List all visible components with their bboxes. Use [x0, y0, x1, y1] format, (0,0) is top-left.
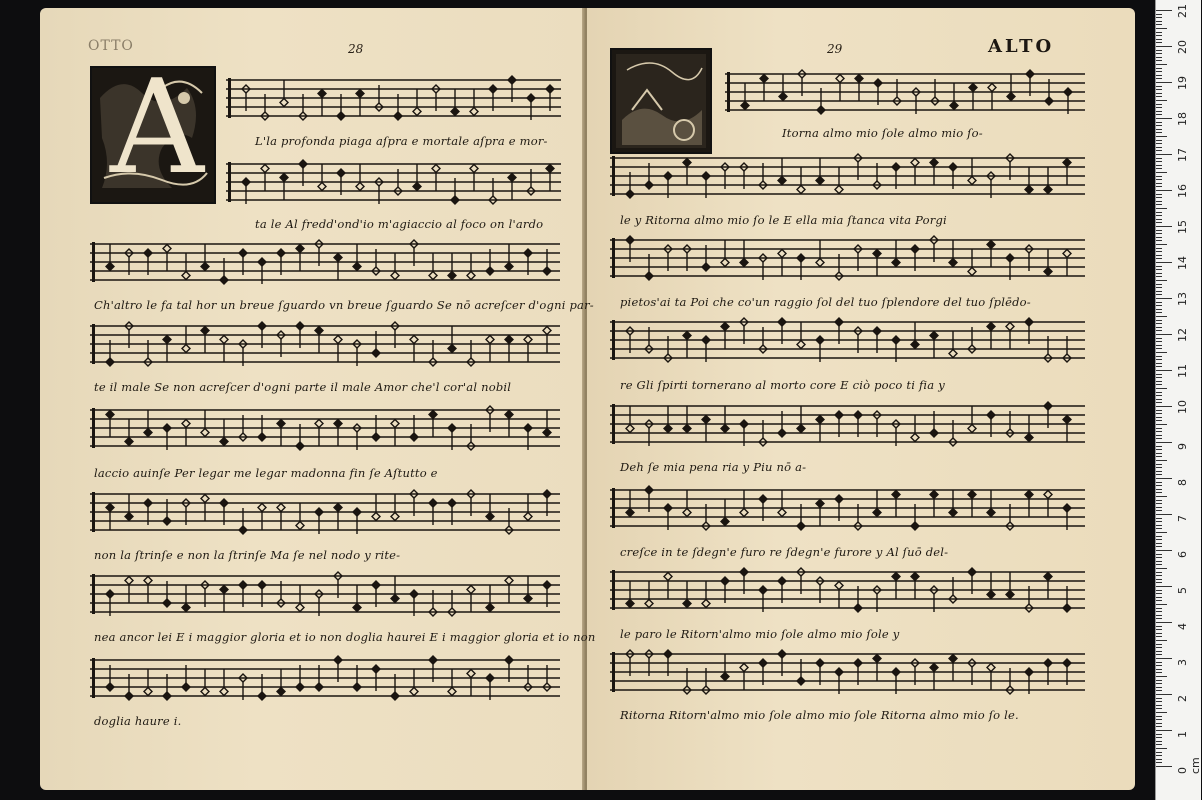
left-page-number: 28: [348, 42, 364, 56]
ruler-tick: [1156, 442, 1172, 443]
ruler-tick: [1156, 64, 1167, 65]
voice-part-title: ALTO: [988, 36, 1055, 57]
ruler-tick: [1156, 557, 1162, 558]
ruler-label: 5: [1176, 587, 1189, 594]
left-lyric-line-6: non la ſtrinſe e non la ſtrinſe Ma ſe nel nodo y rite-: [94, 548, 401, 562]
ruler-label: 0 cm: [1176, 757, 1202, 774]
ruler-tick: [1156, 521, 1162, 522]
ruler-tick: [1156, 78, 1162, 79]
ruler-tick: [1156, 32, 1162, 33]
ruler-tick: [1156, 233, 1162, 234]
ruler-tick: [1156, 248, 1162, 249]
ruler-tick: [1156, 719, 1162, 720]
ruler-tick: [1156, 204, 1162, 205]
ruler-tick: [1156, 622, 1172, 623]
ruler-tick: [1156, 730, 1172, 731]
right-lyric-line-5: Deh ſe mia pena ria y Piu nō a-: [620, 460, 807, 474]
ruler-label: 7: [1176, 515, 1189, 522]
ruler-tick: [1156, 737, 1162, 738]
ruler-tick: [1156, 330, 1162, 331]
ruler-tick: [1156, 424, 1167, 425]
ruler-tick: [1156, 636, 1162, 637]
ruler-tick: [1156, 500, 1162, 501]
ruler-tick: [1156, 140, 1162, 141]
left-staff-8: [90, 652, 560, 706]
ruler-tick: [1156, 694, 1172, 695]
ruler-tick: [1156, 456, 1162, 457]
ruler-tick: [1156, 460, 1167, 461]
ruler-tick: [1156, 345, 1162, 346]
ruler-tick: [1156, 107, 1162, 108]
ruler-tick: [1156, 726, 1162, 727]
ruler-label: 16: [1176, 184, 1189, 198]
right-page-number: 29: [827, 42, 843, 56]
right-staff-2: [610, 150, 1085, 204]
ruler-tick: [1156, 312, 1162, 313]
ruler-label: 10: [1176, 400, 1189, 414]
ruler-tick: [1156, 705, 1162, 706]
ruler-tick: [1156, 21, 1162, 22]
ruler-tick: [1156, 266, 1162, 267]
right-staff-8: [610, 646, 1085, 700]
measuring-ruler: [1155, 0, 1201, 800]
left-staff-3: [90, 236, 560, 290]
left-staff-7: [90, 568, 560, 622]
ruler-tick: [1156, 618, 1162, 619]
ruler-tick: [1156, 125, 1162, 126]
ruler-tick: [1156, 716, 1162, 717]
ruler-tick: [1156, 399, 1162, 400]
ruler-label: 11: [1176, 364, 1189, 378]
ruler-tick: [1156, 183, 1162, 184]
ruler-tick: [1156, 172, 1167, 173]
ruler-tick: [1156, 201, 1162, 202]
ruler-tick: [1156, 640, 1167, 641]
ruler-tick: [1156, 600, 1162, 601]
ruler-tick: [1156, 176, 1162, 177]
ruler-tick: [1156, 327, 1162, 328]
ruler-tick: [1156, 464, 1162, 465]
initial-letter: A: [110, 51, 204, 203]
left-lyric-line-4: te il male Se non acreſcer d'ogni parte il male Amor che'l cor'al nobil: [94, 380, 512, 394]
ruler-tick: [1156, 377, 1162, 378]
ruler-tick: [1156, 672, 1162, 673]
ruler-tick: [1156, 654, 1162, 655]
ruler-label: 12: [1176, 328, 1189, 342]
ruler-tick: [1156, 662, 1162, 663]
ruler-tick: [1156, 615, 1162, 616]
ruler-tick: [1156, 507, 1162, 508]
right-staff-1: [725, 66, 1085, 120]
woodcut-illustration: [610, 48, 712, 154]
ruler-tick: [1156, 118, 1172, 119]
ruler-tick: [1156, 150, 1162, 151]
ruler-tick: [1156, 10, 1172, 11]
ruler-tick: [1156, 644, 1162, 645]
left-staff-2: [226, 156, 561, 210]
ruler-tick: [1156, 525, 1162, 526]
ruler-tick: [1156, 449, 1162, 450]
ruler-tick: [1156, 273, 1162, 274]
ruler-tick: [1156, 215, 1162, 216]
ruler-tick: [1156, 536, 1162, 537]
ruler-tick: [1156, 60, 1162, 61]
ruler-tick: [1156, 50, 1162, 51]
ruler-tick: [1156, 284, 1162, 285]
ruler-tick: [1156, 136, 1167, 137]
ruler-tick: [1156, 316, 1167, 317]
ruler-tick: [1156, 129, 1162, 130]
ruler-label: 13: [1176, 292, 1189, 306]
ruler-tick: [1156, 75, 1162, 76]
ruler-tick: [1156, 147, 1162, 148]
ruler-tick: [1156, 474, 1162, 475]
ruler-tick: [1156, 222, 1162, 223]
ruler-tick: [1156, 359, 1162, 360]
ruler-label: 3: [1176, 659, 1189, 666]
ruler-tick: [1156, 104, 1162, 105]
ruler-tick: [1156, 651, 1162, 652]
ruler-tick: [1156, 294, 1162, 295]
ruler-tick: [1156, 629, 1162, 630]
ruler-tick: [1156, 712, 1167, 713]
ruler-tick: [1156, 755, 1162, 756]
ruler-tick: [1156, 431, 1162, 432]
ruler-tick: [1156, 82, 1172, 83]
ruler-tick: [1156, 320, 1162, 321]
ruler-tick: [1156, 611, 1162, 612]
ruler-label: 8: [1176, 479, 1189, 486]
ruler-tick: [1156, 197, 1162, 198]
ruler-label: 1: [1176, 731, 1189, 738]
ruler-tick: [1156, 244, 1167, 245]
ruler-label: 15: [1176, 220, 1189, 234]
ruler-tick: [1156, 298, 1172, 299]
open-book: [30, 8, 1148, 790]
ruler-tick: [1156, 280, 1167, 281]
right-staff-4: [610, 314, 1085, 368]
ruler-tick: [1156, 388, 1167, 389]
ruler-tick: [1156, 190, 1172, 191]
ruler-tick: [1156, 708, 1162, 709]
ruler-tick: [1156, 690, 1162, 691]
ruler-tick: [1156, 14, 1162, 15]
left-running-header: OTTO: [88, 38, 134, 54]
ruler-tick: [1156, 597, 1162, 598]
ruler-tick: [1156, 384, 1162, 385]
ruler-tick: [1156, 554, 1162, 555]
ruler-tick: [1156, 374, 1162, 375]
ruler-tick: [1156, 406, 1172, 407]
ruler-tick: [1156, 417, 1162, 418]
ruler-tick: [1156, 572, 1162, 573]
ruler-tick: [1156, 363, 1162, 364]
ruler-tick: [1156, 240, 1162, 241]
right-lyric-line-8: Ritorna Ritorn'almo mio ſole almo mio ſole Ritorna almo mio ſo le.: [620, 708, 1019, 722]
ruler-tick: [1156, 626, 1162, 627]
ruler-tick: [1156, 518, 1162, 519]
left-staff-4: [90, 318, 560, 372]
right-staff-3: [610, 232, 1085, 286]
ruler-tick: [1156, 478, 1172, 479]
ruler-tick: [1156, 582, 1162, 583]
ruler-tick: [1156, 579, 1162, 580]
ruler-tick: [1156, 687, 1162, 688]
ruler-tick: [1156, 410, 1162, 411]
ruler-tick: [1156, 132, 1162, 133]
ruler-tick: [1156, 352, 1167, 353]
ruler-tick: [1156, 467, 1162, 468]
ruler-label: 4: [1176, 623, 1189, 630]
ruler-tick: [1156, 496, 1167, 497]
ruler-tick: [1156, 420, 1162, 421]
ruler-tick: [1156, 546, 1162, 547]
left-staff-1: [226, 72, 561, 126]
ruler-tick: [1156, 539, 1162, 540]
ruler-tick: [1156, 590, 1162, 591]
ruler-tick: [1156, 341, 1162, 342]
right-staff-7: [610, 564, 1085, 618]
ruler-tick: [1156, 482, 1162, 483]
ruler-tick: [1156, 68, 1162, 69]
ruler-tick: [1156, 528, 1162, 529]
decorated-initial: [90, 51, 216, 204]
ruler-tick: [1156, 446, 1162, 447]
ruler-tick: [1156, 258, 1162, 259]
left-lyric-line-7: nea ancor lei E i maggior gloria et io non doglia haurei E i maggior gloria et io non: [94, 630, 596, 644]
left-staff-6: [90, 486, 560, 540]
ruler-tick: [1156, 17, 1162, 18]
ruler-tick: [1156, 302, 1162, 303]
ruler-tick: [1156, 194, 1162, 195]
ruler-tick: [1156, 168, 1162, 169]
ruler-tick: [1156, 438, 1162, 439]
ruler-tick: [1156, 57, 1162, 58]
ruler-tick: [1156, 395, 1162, 396]
ruler-tick: [1156, 35, 1162, 36]
ruler-tick: [1156, 96, 1162, 97]
ruler-tick: [1156, 658, 1172, 659]
ruler-tick: [1156, 665, 1162, 666]
ruler-tick: [1156, 381, 1162, 382]
right-staff-5: [610, 398, 1085, 452]
ruler-tick: [1156, 291, 1162, 292]
ruler-tick: [1156, 561, 1162, 562]
ruler-label: 2: [1176, 695, 1189, 702]
ruler-tick: [1156, 532, 1167, 533]
ruler-tick: [1156, 165, 1162, 166]
ruler-tick: [1156, 287, 1162, 288]
ruler-tick: [1156, 86, 1162, 87]
right-lyric-line-7: le paro le Ritorn'almo mio ſole almo mio ſole y: [620, 627, 900, 641]
right-lyric-line-6: creſce in te ſdegn'e furo re ſdegn'e furore y Al ſuō del-: [620, 545, 949, 559]
ruler-tick: [1156, 348, 1162, 349]
ruler-tick: [1156, 269, 1162, 270]
ruler-tick: [1156, 741, 1162, 742]
left-lyric-line-2: ta le Al fredd'ond'io m'agiaccio al foco on l'ardo: [255, 217, 544, 231]
ruler-tick: [1156, 323, 1162, 324]
right-lyric-line-3: pietos'ai ta Poi che co'un raggio ſol del tuo ſplendore del tuo ſplēdo-: [620, 295, 1031, 309]
ruler-tick: [1156, 608, 1162, 609]
left-lyric-line-8: doglia haure i.: [94, 714, 182, 728]
ruler-tick: [1156, 237, 1162, 238]
left-lyric-line-5: laccio auinſe Per legar me legar madonna fin ſe Aſtutto e: [94, 466, 438, 480]
ruler-tick: [1156, 748, 1167, 749]
ruler-tick: [1156, 154, 1172, 155]
ruler-label: 20: [1176, 40, 1189, 54]
ruler-tick: [1156, 698, 1162, 699]
ruler-tick: [1156, 593, 1162, 594]
ruler-tick: [1156, 752, 1162, 753]
ruler-tick: [1156, 759, 1162, 760]
ruler-tick: [1156, 89, 1162, 90]
ruler-tick: [1156, 71, 1162, 72]
ruler-tick: [1156, 762, 1162, 763]
ruler-tick: [1156, 766, 1172, 767]
right-lyric-line-4: re Gli ſpirti tornerano al morto core E ciò poco ti fia y: [620, 378, 945, 392]
ruler-tick: [1156, 276, 1162, 277]
ruler-tick: [1156, 338, 1162, 339]
ruler-tick: [1156, 366, 1162, 367]
ruler-tick: [1156, 53, 1162, 54]
ruler-tick: [1156, 100, 1167, 101]
ruler-tick: [1156, 309, 1162, 310]
ruler-tick: [1156, 485, 1162, 486]
ruler-tick: [1156, 230, 1162, 231]
ruler-label: 14: [1176, 256, 1189, 270]
ruler-tick: [1156, 543, 1162, 544]
ruler-tick: [1156, 122, 1162, 123]
ruler-tick: [1156, 413, 1162, 414]
ruler-tick: [1156, 402, 1162, 403]
ruler-tick: [1156, 550, 1172, 551]
ruler-tick: [1156, 46, 1172, 47]
ruler-tick: [1156, 503, 1162, 504]
ruler-tick: [1156, 208, 1167, 209]
right-lyric-line-2: le y Ritorna almo mio ſo le E ella mia ſtanca vita Porgi: [620, 213, 947, 227]
left-staff-5: [90, 402, 560, 456]
ruler-tick: [1156, 428, 1162, 429]
ruler-tick: [1156, 39, 1162, 40]
ruler-tick: [1156, 489, 1162, 490]
ruler-tick: [1156, 568, 1167, 569]
ruler-tick: [1156, 392, 1162, 393]
ruler-tick: [1156, 669, 1162, 670]
ruler-tick: [1156, 744, 1162, 745]
ruler-tick: [1156, 492, 1162, 493]
ruler-tick: [1156, 334, 1172, 335]
left-lyric-line-1: L'la profonda piaga aſpra e mortale aſpra e mor-: [255, 134, 548, 148]
ruler-tick: [1156, 604, 1167, 605]
ruler-label: 18: [1176, 112, 1189, 126]
ruler-tick: [1156, 586, 1172, 587]
ruler-tick: [1156, 251, 1162, 252]
ruler-tick: [1156, 226, 1172, 227]
ruler-tick: [1156, 161, 1162, 162]
ruler-tick: [1156, 510, 1162, 511]
ruler-label: 6: [1176, 551, 1189, 558]
ruler-tick: [1156, 356, 1162, 357]
ruler-label: 17: [1176, 148, 1189, 162]
ruler-tick: [1156, 734, 1162, 735]
ruler-tick: [1156, 179, 1162, 180]
ruler-tick: [1156, 633, 1162, 634]
ruler-tick: [1156, 471, 1162, 472]
ruler-tick: [1156, 723, 1162, 724]
ruler-tick: [1156, 42, 1162, 43]
ruler-tick: [1156, 111, 1162, 112]
right-lyric-line-1: Itorna almo mio ſole almo mio ſo-: [782, 126, 983, 140]
ruler-tick: [1156, 676, 1167, 677]
left-lyric-line-3: Ch'altro le fa tal hor un breue ſguardo vn breue ſguardo Se nō acreſcer d'ogni par-: [94, 298, 594, 312]
ruler-tick: [1156, 647, 1162, 648]
ruler-label: 9: [1176, 443, 1189, 450]
ruler-tick: [1156, 114, 1162, 115]
chariot-scene-icon: [612, 50, 710, 152]
ruler-tick: [1156, 255, 1162, 256]
ruler-tick: [1156, 453, 1162, 454]
ruler-tick: [1156, 683, 1162, 684]
ruler-tick: [1156, 564, 1162, 565]
ruler-tick: [1156, 575, 1162, 576]
ruler-tick: [1156, 143, 1162, 144]
ruler-tick: [1156, 370, 1172, 371]
right-staff-6: [610, 482, 1085, 536]
ruler-tick: [1156, 435, 1162, 436]
ruler-tick: [1156, 186, 1162, 187]
ruler-tick: [1156, 93, 1162, 94]
ruler-tick: [1156, 28, 1167, 29]
ruler-label: 21: [1176, 4, 1189, 18]
ruler-tick: [1156, 212, 1162, 213]
ruler-tick: [1156, 24, 1162, 25]
ruler-tick: [1156, 514, 1172, 515]
ruler-tick: [1156, 680, 1162, 681]
ruler-tick: [1156, 219, 1162, 220]
ruler-tick: [1156, 305, 1162, 306]
ruler-tick: [1156, 262, 1172, 263]
ruler-tick: [1156, 701, 1162, 702]
ruler-label: 19: [1176, 76, 1189, 90]
ruler-tick: [1156, 158, 1162, 159]
